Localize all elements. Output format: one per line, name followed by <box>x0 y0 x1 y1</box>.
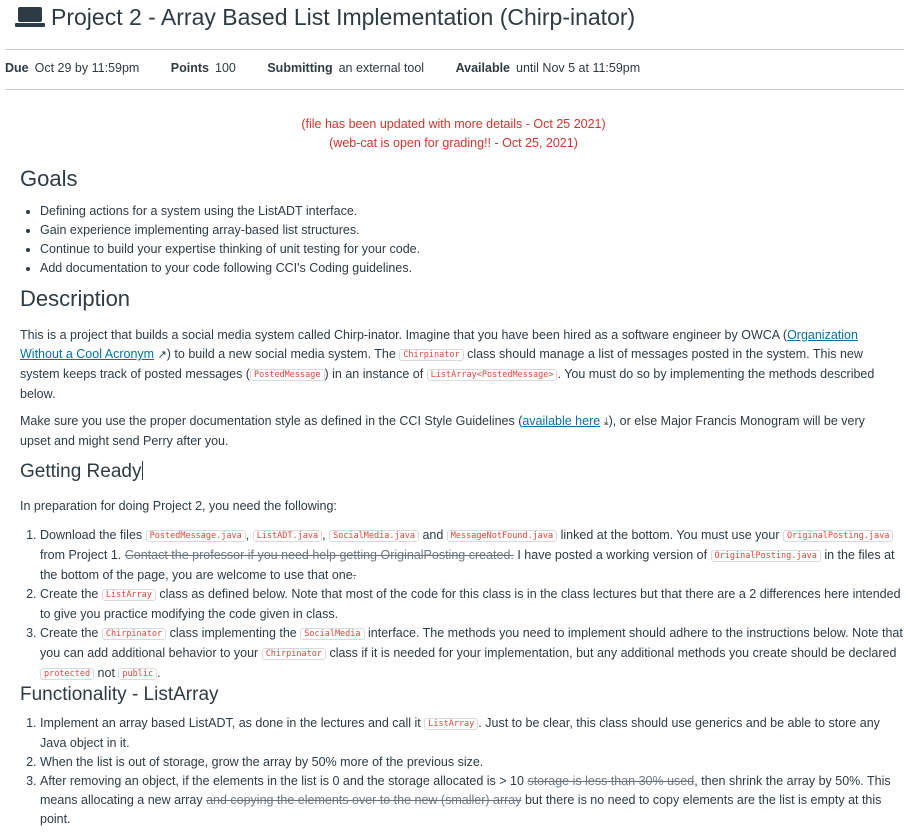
code-file: OriginalPosting.java <box>711 550 821 562</box>
owca-link[interactable]: Organization Without a Cool Acronym <box>20 328 858 361</box>
code-file: OriginalPosting.java <box>783 530 893 542</box>
download-icon[interactable]: ⤓ <box>603 416 609 428</box>
code-class: ListArray <box>424 718 478 730</box>
struck-text: Contact the professor if you need help getting OriginalPosting created. <box>124 548 514 562</box>
due-value: Oct 29 by 11:59pm <box>34 61 140 75</box>
list-item: • Add documentation to your code following CCI's Coding guidelines. <box>40 259 420 278</box>
webcat-notice: (web-cat is open for grading!! - Oct 25, 2021) <box>329 136 578 150</box>
list-item: • Defining actions for a system using the ListADT interface. <box>40 202 420 221</box>
text-cursor <box>142 461 143 480</box>
points-value: 100 <box>215 61 236 75</box>
code-keyword: public <box>118 668 157 680</box>
laptop-icon <box>15 5 45 29</box>
list-item: 2. When the list is out of storage, grow the array by 50% more of the previous size. <box>40 753 905 772</box>
assignment-details <box>5 61 668 75</box>
code-class: ListArray <box>102 589 156 601</box>
getting-ready-intro: In preparation for doing Project 2, you need the following: <box>20 499 337 513</box>
submitting-value: an external tool <box>338 61 425 75</box>
page-title: Project 2 - Array Based List Implementation (Chirp-inator) <box>51 3 636 30</box>
struck-text: and copying the elements over to the new (smaller) array <box>206 793 522 807</box>
code-class: Chirpinator <box>102 628 166 640</box>
code-file: ListADT.java <box>253 530 322 542</box>
divider <box>5 49 904 50</box>
struck-text: . <box>352 568 357 582</box>
goals-heading: Goals <box>20 166 78 191</box>
code-class: SocialMedia <box>300 628 364 640</box>
description-heading: Description <box>20 286 131 311</box>
functionality-heading: Functionality - ListArray <box>20 684 219 705</box>
due-label: Due <box>5 61 29 75</box>
list-item: 3. After removing an object, if the elements in the list is 0 and the storage allocated is > 10 storage is less than 30% used, then shrink the array by 50%. This means allocating a new array and copying the elements over to the new (smaller) array but there is no need to copy elements are the list is empty at this point. <box>40 772 905 829</box>
list-item: • Continue to build your expertise thinking of unit testing for your code. <box>40 240 420 259</box>
divider <box>5 89 904 90</box>
code-file: SocialMedia.java <box>329 530 419 542</box>
style-guidelines-paragraph: Make sure you use the proper documentation style as defined in the CCI Style Guidelines (available here ⤓), or else Major Francis Monogram will be very upset and might send Perry after you. <box>20 414 865 448</box>
goals-list <box>20 202 420 278</box>
list-item: • Gain experience implementing array-based list structures. <box>40 221 420 240</box>
update-notice: (file has been updated with more details - Oct 25 2021) <box>301 117 606 131</box>
getting-ready-heading: Getting Ready <box>20 461 142 482</box>
list-item: 3. Create the Chirpinator class implementing the SocialMedia interface. The methods you need to implement should adhere to the instructions below. Note that you can add additional behavior to your Chirpinator class if it is needed for your implementation, but any additional methods you create should be declared protected not public . <box>40 624 905 684</box>
code-postedmessage: PostedMessage <box>250 369 325 381</box>
available-label: Available <box>455 61 511 75</box>
struck-text: storage is less than 30% used <box>527 774 695 788</box>
style-guidelines-link[interactable]: available here <box>522 414 601 428</box>
list-item: 2. Create the ListArray class as defined below. Note that most of the code for this class is in the class lectures but that there are a 2 differences here intended to give you practice modifying the code given in class. <box>40 585 905 624</box>
points-label: Points <box>170 61 209 75</box>
external-link-icon: ↗ <box>157 349 167 361</box>
code-class: Chirpinator <box>262 648 326 660</box>
getting-ready-list <box>20 526 905 684</box>
functionality-list <box>20 714 905 829</box>
code-file: PostedMessage.java <box>146 530 246 542</box>
available-value: until Nov 5 at 11:59pm <box>516 61 641 75</box>
list-item: 1. Download the files PostedMessage.java , ListADT.java , SocialMedia.java and MessageNotFound.java linked at the bottom. You must use your OriginalPosting.java from Project 1. Contact the professor if you need help getting OriginalPosting created. I have posted a working version of OriginalPosting.java in the files at the bottom of the page, you are welcome to use that one. <box>40 526 905 585</box>
code-chirpinator: Chirpinator <box>399 349 463 361</box>
page-header <box>0 0 907 34</box>
code-keyword: protected <box>40 668 94 680</box>
submitting-label: Submitting <box>267 61 333 75</box>
list-item: 1. Implement an array based ListADT, as done in the lectures and call it ListArray . Just to be clear, this class should use generics and be able to store any Java object in it. <box>40 714 905 753</box>
code-listarray-postedmessage: ListArray<PostedMessage> <box>427 369 558 381</box>
description-paragraph: This is a project that builds a social media system called Chirp-inator. Imagine that you have been hired as a software engineer by OWCA (Organization Without a Cool Acronym ↗) to build a new social media system. The Chirpinator class should manage a list of messages posted in the system. This new system keeps track of posted messages ( PostedMessage ) in an instance of ListArray<PostedMessage> . You must do so by implementing the methods described below. <box>20 328 875 401</box>
code-file: MessageNotFound.java <box>447 530 557 542</box>
